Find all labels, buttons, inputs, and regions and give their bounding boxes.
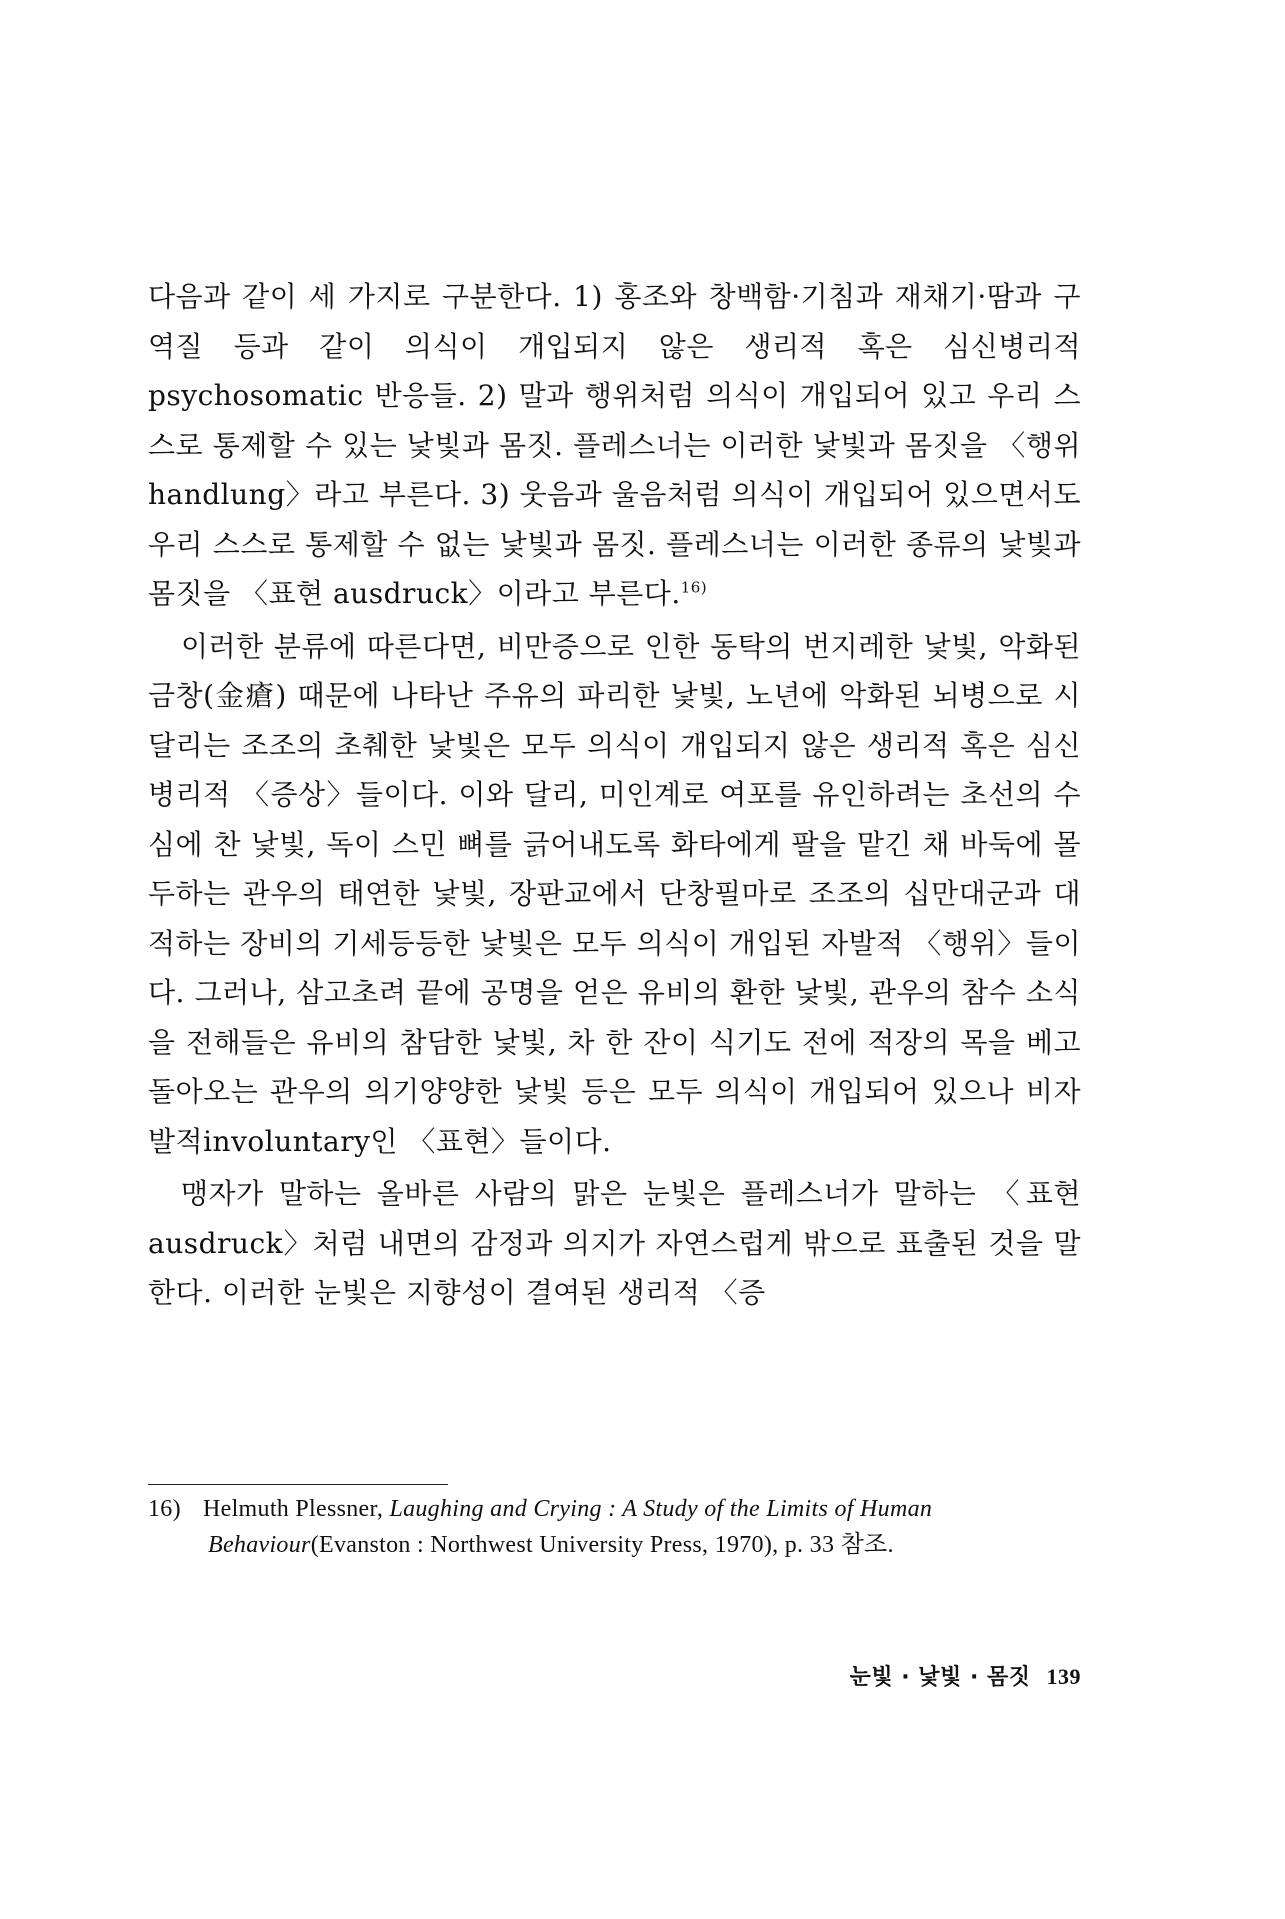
footnote-divider xyxy=(148,1484,448,1485)
page-number: 139 xyxy=(1046,1664,1081,1689)
footnote-page: p. 33 xyxy=(784,1532,835,1558)
paragraph-1 xyxy=(148,272,1081,619)
body-text xyxy=(148,272,1081,1318)
footnote-line xyxy=(148,1491,1081,1563)
running-title: 눈빛 · 낯빛 · 몸짓 xyxy=(849,1665,1031,1690)
paragraph-2: 이러한 분류에 따른다면, 비만증으로 인한 동탁의 번지레한 낯빛, 악화된 금창(金瘡) 때문에 나타난 주유의 파리한 낯빛, 노년에 악화된 뇌병으로 시달리는 조조의 초췌한 낯빛은 모두 의식이 개입되지 않은 생리적 혹은 심신병리적 〈증상〉들이다. 이와 달리, 미인계로 여포를 유인하려는 초선의 수심에 찬 낯빛, 독이 스민 뼈를 긁어내도록 화타에게 팔을 맡긴 채 바둑에 몰두하는 관우의 태연한 낯빛, 장판교에서 단창필마로 조조의 십만대군과 대적하는 장비의 기세등등한 낯빛은 모두 의식이 개입된 자발적 〈행위〉들이다. 그러나, 삼고초려 끝에 공명을 얻은 유비의 환한 낯빛, 관우의 참수 소식을 전해들은 유비의 참담한 낯빛, 차 한 잔이 식기도 전에 적장의 목을 베고 돌아오는 관우의 의기양양한 낯빛 등은 모두 의식이 개입되어 있으나 비자발적involuntary인 〈표현〉들이다. xyxy=(148,629,1081,1158)
paragraph-3: 맹자가 말하는 올바른 사람의 맑은 눈빛은 플레스너가 말하는 〈표현 ausdruck〉처럼 내면의 감정과 의지가 자연스럽게 밖으로 표출된 것을 말한다. 이러한 눈빛은 지향성이 결여된 생리적 〈증 xyxy=(148,1177,1081,1309)
footnote-reference: 16) xyxy=(680,578,708,597)
running-footer xyxy=(740,1660,1081,1691)
footnote-author: Helmuth Plessner, xyxy=(203,1496,384,1522)
footnote-note: 참조. xyxy=(840,1532,894,1558)
paragraph-1-text: 다음과 같이 세 가지로 구분한다. 1) 홍조와 창백함·기침과 재채기·땀과 구역질 등과 같이 의식이 개입되지 않은 생리적 혹은 심신병리적 psychosomatic 반응들. 2) 말과 행위처럼 의식이 개입되어 있고 우리 스스로 통제할 수 있는 낯빛과 몸짓. 플레스너는 이러한 낯빛과 몸짓을 〈행위 handlung〉라고 부른다. 3) 웃음과 울음처럼 의식이 개입되어 있으면서도 우리 스스로 통제할 수 없는 낯빛과 몸짓. 플레스너는 이러한 종류의 낯빛과 몸짓을 〈표현 ausdruck〉이라고 부른다. xyxy=(148,280,1081,610)
footnote-publisher: (Evanston : Northwest University Press, 1970), xyxy=(310,1532,779,1558)
footnote-16 xyxy=(148,1491,1081,1563)
footnote-title: Laughing and Crying : A Study of the Limits of Human Behaviour xyxy=(208,1496,933,1558)
footnote-mark: 16) xyxy=(148,1496,181,1522)
